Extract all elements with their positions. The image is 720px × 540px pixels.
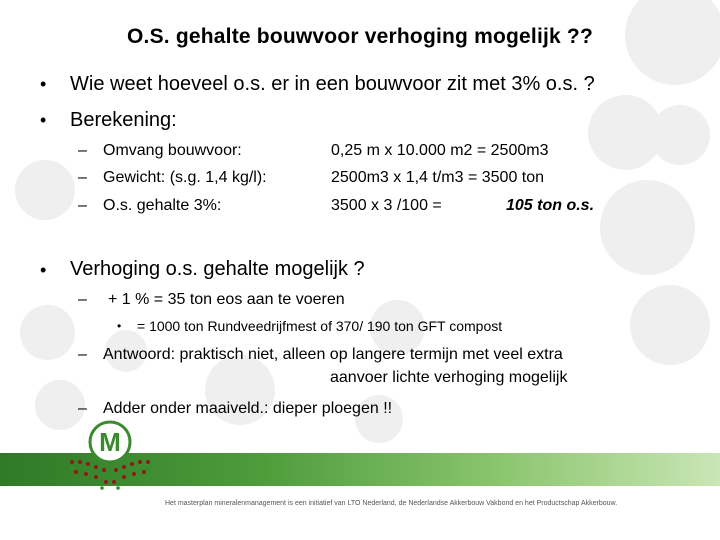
- dash-marker: –: [78, 400, 87, 417]
- bullet-question: Wie weet hoeveel o.s. er in een bouwvoor zit met 3% o.s. ?: [70, 73, 595, 95]
- adder-line: Adder onder maaiveld.: dieper ploegen !!: [103, 400, 393, 417]
- dash-marker: –: [78, 142, 87, 159]
- background-circle: [15, 160, 75, 220]
- sub-eos: + 1 % = 35 ton eos aan te voeren: [108, 291, 345, 308]
- calc-label-os: O.s. gehalte 3%:: [103, 197, 222, 214]
- svg-text:M: M: [99, 427, 121, 457]
- calc-result-os: 105 ton o.s.: [506, 197, 595, 214]
- calc-label-omvang: Omvang bouwvoor:: [103, 142, 242, 159]
- bullet-marker: •: [40, 260, 47, 280]
- bullet-marker: •: [40, 74, 47, 94]
- background-circle: [600, 180, 695, 275]
- bullet-marker: •: [40, 110, 47, 130]
- bullet-verhoging: Verhoging o.s. gehalte mogelijk ?: [70, 258, 365, 280]
- answer-line-2: aanvoer lichte verhoging mogelijk: [330, 369, 568, 386]
- calc-value-omvang: 0,25 m x 10.000 m2 = 2500m3: [331, 142, 549, 159]
- bullet-berekening: Berekening:: [70, 109, 177, 131]
- background-circle: [650, 105, 710, 165]
- dash-marker: –: [78, 291, 87, 308]
- footer-note: Het masterplan mineralenmanagement is een initiatief van LTO Nederland, de Nederlandse Akkerbouw Vakbond en het Productschap Akkerbouw.: [165, 500, 618, 507]
- dash-marker: –: [78, 169, 87, 186]
- answer-line-1: Antwoord: praktisch niet, alleen op langere termijn met veel extra: [103, 346, 563, 363]
- calc-label-gewicht: Gewicht: (s.g. 1,4 kg/l):: [103, 169, 267, 186]
- slide-title: O.S. gehalte bouwvoor verhoging mogelijk ??: [127, 25, 593, 48]
- background-circle: [20, 305, 75, 360]
- bullet-marker: •: [117, 319, 122, 333]
- calc-value-gewicht: 2500m3 x 1,4 t/m3 = 3500 ton: [331, 169, 545, 186]
- background-circle: [630, 285, 710, 365]
- dash-marker: –: [78, 346, 87, 363]
- calc-value-os: 3500 x 3 /100 =: [331, 197, 442, 214]
- sub-eos-note: = 1000 ton Rundveedrijfmest of 370/ 190 ton GFT compost: [137, 318, 503, 334]
- masterplan-logo: [62, 420, 158, 492]
- dash-marker: –: [78, 197, 87, 214]
